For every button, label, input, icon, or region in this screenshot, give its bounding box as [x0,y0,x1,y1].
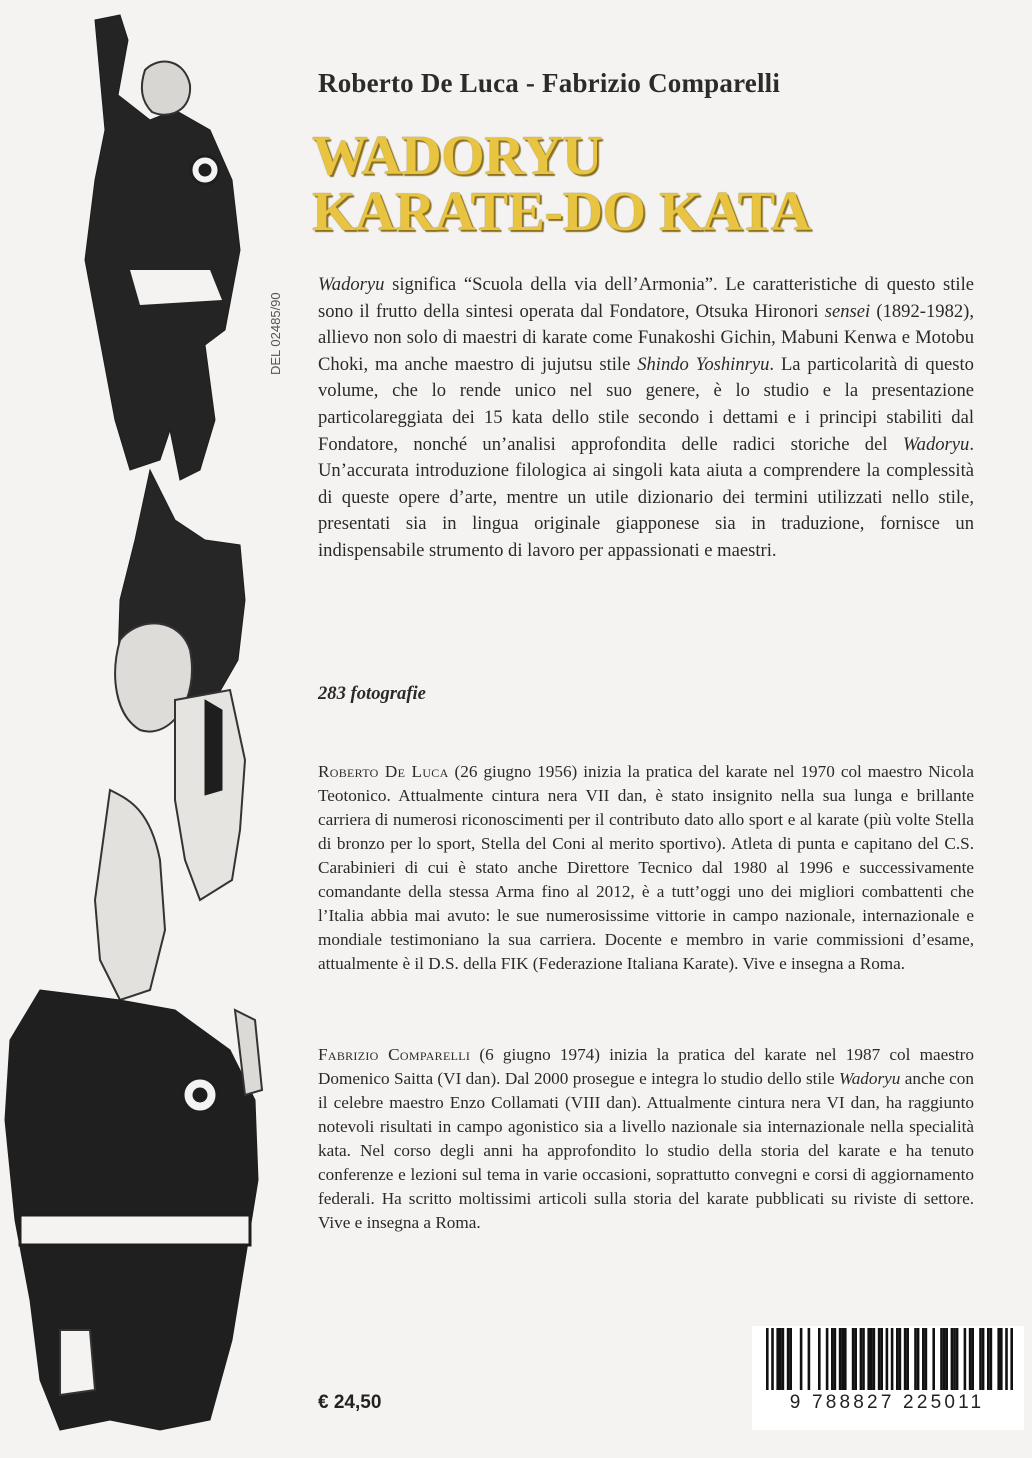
karate-figures-illustration [0,0,280,1458]
barcode-number: 9 788827 225011 [789,1392,985,1413]
photo-count: 283 fotografie [318,683,426,704]
author-bio-comparelli [318,1043,974,1235]
intro-text: significa “Scuola della via dell’Armonia”. Le caratteristiche di questo stile sono il frutto della sintesi operata dal Fondatore, Otsuka Hironori [318,274,974,322]
barcode-bar [862,1328,865,1390]
barcode-bar [964,1328,967,1390]
bio-em: Wadoryu [838,1069,901,1088]
barcode-bar [886,1328,889,1390]
barcode-bar [878,1328,881,1390]
barcode-bar [969,1328,972,1390]
barcode-bar [808,1328,811,1390]
author-bio-de-luca [318,760,974,976]
barcode-bar [914,1328,917,1390]
barcode [752,1326,1024,1430]
barcode-bar [943,1328,946,1390]
author-name: Fabrizio Comparelli [318,1045,471,1064]
intro-text: . Un’accurata introduzione filologica ai singoli kata aiuta a comprendere la complessità di queste opere d’arte, mentre un utile dizionario dei termini utilizzati nello stile, presentati sia in lingua originale giapponese sia in traduzione, fornisce un indispensabile strumento di lavoro per appassionati e maestri. [318,433,974,561]
barcode-bar [932,1328,935,1390]
barcode-bar [953,1328,956,1390]
barcode-bar [766,1328,769,1390]
barcode-bar [951,1328,954,1390]
barcode-bar [899,1328,902,1390]
barcode-bars [752,1326,1024,1392]
barcode-bar [917,1328,920,1390]
book-description [318,272,974,565]
author-name: Roberto De Luca [318,762,449,781]
barcode-bar [979,1328,982,1390]
spine-code: DEL 02485/90 [268,292,283,375]
barcode-bar [852,1328,855,1390]
barcode-bar [771,1328,774,1390]
title-line-1: WADORYU [312,125,603,187]
barcode-bar [826,1328,829,1390]
barcode-bar [860,1328,863,1390]
barcode-bar [896,1328,899,1390]
barcode-bar [925,1328,928,1390]
intro-em: Wadoryu [902,433,970,455]
barcode-bar [841,1328,844,1390]
book-authors: Roberto De Luca - Fabrizio Comparelli [318,68,781,98]
barcode-bar [1000,1328,1003,1390]
barcode-bar [1005,1328,1008,1390]
barcode-bar [982,1328,985,1390]
barcode-bar [867,1328,870,1390]
barcode-bar [906,1328,909,1390]
barcode-bar [779,1328,782,1390]
barcode-bar [844,1328,847,1390]
price: € 24,50 [318,1392,382,1413]
barcode-bar [839,1328,842,1390]
barcode-bar [818,1328,821,1390]
barcode-bar [987,1328,990,1390]
bio-text: anche con il celebre maestro Enzo Collamati (VIII dan). Attualmente cintura nera VI dan, ha raggiunto notevoli risultati in campo agonistico sia a livello nazionale sia internazionale nella specialità kata. Nel corso degli anni ha approfondito lo studio della storia del karate e ha tenuto conferenze e lezioni sul tema in varie occasioni, soprattutto convegni e corsi di aggiornamento federali. Ha scritto moltissimi articoli sulla storia del karate pubblicati su riviste di settore. Vive e insegna a Roma. [318,1069,974,1232]
barcode-bar [945,1328,948,1390]
barcode-bar [971,1328,974,1390]
barcode-bar [800,1328,803,1390]
intro-em: Shindo Yoshinryu [637,353,770,375]
intro-em: Wadoryu [318,274,385,295]
barcode-bar [870,1328,873,1390]
barcode-bar [940,1328,943,1390]
barcode-bar [1010,1328,1013,1390]
barcode-bar [789,1328,792,1390]
barcode-bar [782,1328,785,1390]
intro-text: . La particolarità di questo volume, che lo rende unico nel suo genere, è lo studio e la presentazione particolareggiata dei 15 kata dello stile secondo i dettami e i principi stabiliti dal Fondatore, nonché un’analisi approfondita delle radici storiche del [318,353,974,455]
barcode-bar [956,1328,959,1390]
intro-em: sensei [824,300,871,322]
bio-text: (26 giugno 1956) inizia la pratica del karate nel 1970 col maestro Nicola Teotonico. Attualmente cintura nera VII dan, è stato insignito nella sua lunga e brillante carriera di numerosi riconoscimenti per il contributo dato allo sport e al karate (più volte Stella di bronzo per lo sport, Stella del Coni al merito sportivo). Atleta di punta e capitano del C.S. Carabinieri di cui è stato anche Direttore Tecnico dal 1980 al 1996 e successivamente comandante della stessa Arma fino al 2012, è a tutt’oggi uno dei migliori combattenti che l’Italia abbia mai avuto: le sue numerosissime vittorie in campo nazionale, internazionale e mondiale testimoniano la sua carriera. Docente e membro in varie commissioni d’esame, attualmente è il D.S. della FIK (Federazione Italiana Karate). Vive e insegna a Roma. [318,762,975,973]
barcode-bar [787,1328,790,1390]
barcode-bar [834,1328,837,1390]
barcode-bar [873,1328,876,1390]
barcode-bar [831,1328,834,1390]
title-line-2: KARATE-DO KATA [312,181,811,243]
barcode-bar [776,1328,779,1390]
bio-text: (6 giugno 1974) inizia la pratica del karate nel 1987 col maestro Domenico Saitta (VI dan). Dal 2000 prosegue e integra lo studio dello stile [318,1045,975,1088]
barcode-bar [891,1328,894,1390]
barcode-bar [997,1328,1000,1390]
barcode-bar [922,1328,925,1390]
book-title [312,125,1012,243]
barcode-bar [854,1328,857,1390]
barcode-bar [904,1328,907,1390]
barcode-bar [990,1328,993,1390]
intro-text: (1892-1982), allievo non solo di maestri di karate come Funakoshi Gichin, Mabuni Kenwa e Motobu Choki, ma anche maestro di jujutsu stile [318,300,974,375]
barcode-bar [880,1328,883,1390]
